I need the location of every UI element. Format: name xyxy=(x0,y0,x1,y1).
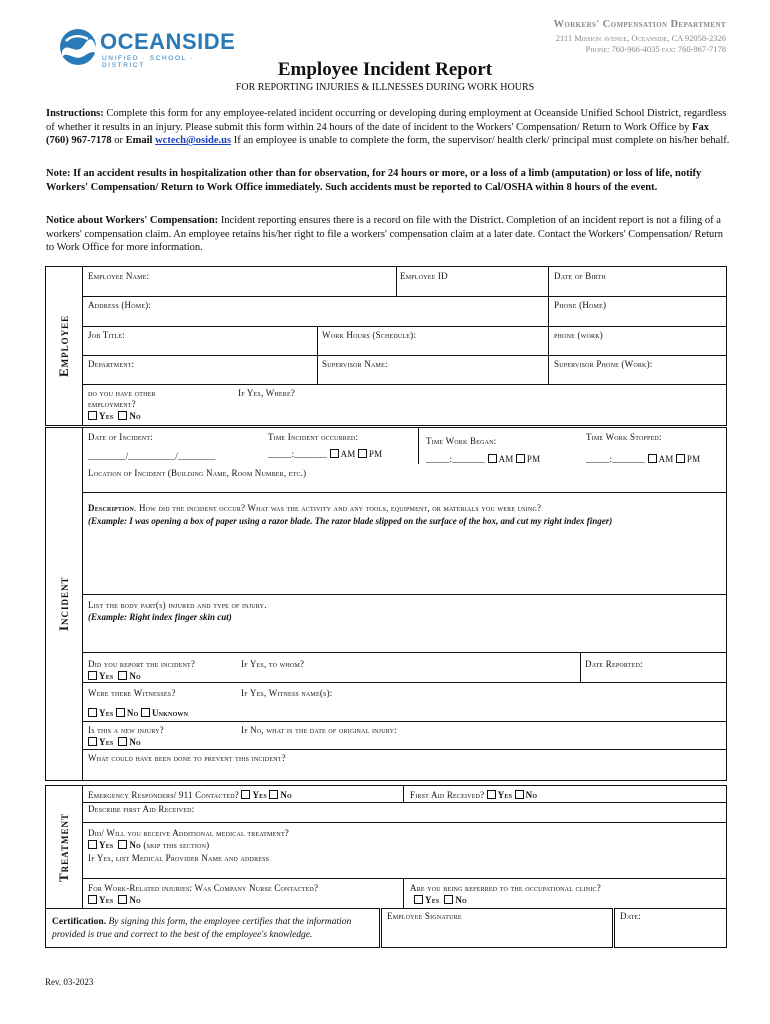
first-aid-no-checkbox[interactable] xyxy=(515,790,524,799)
description-prompt xyxy=(88,503,718,513)
reported-question: Did you report the incident? xyxy=(88,659,196,669)
time-occurred-blank[interactable]: _____:_______ xyxy=(268,449,328,459)
treatment-section-label: Treatment xyxy=(56,813,71,883)
employee-section-label: Employee xyxy=(46,267,82,425)
notice-text: Incident reporting ensures there is a record on file with the District. Completion of an incident report is not a filing of a workers' compensation claim. An employee retains his/her right to file a workers' compensation claim at a later date. Contact the Workers' Compensation/ Return to Work Office for more information. xyxy=(46,215,724,253)
reported-options xyxy=(88,671,141,681)
additional-yes-checkbox[interactable] xyxy=(88,840,97,849)
no-label: No xyxy=(280,790,292,800)
yes-label: Yes xyxy=(497,790,513,800)
unknown-label: Unknown xyxy=(151,708,189,718)
medical-provider-field[interactable]: If Yes, list Medical Provider Name and address xyxy=(88,853,270,863)
dept-name: Workers' Compensation Department xyxy=(553,19,726,30)
employee-name-field[interactable]: Employee Name: xyxy=(88,271,150,281)
home-address-field[interactable]: Address (Home): xyxy=(88,300,152,310)
reported-no-checkbox[interactable] xyxy=(118,671,127,680)
email-link[interactable]: wctech@oside.us xyxy=(155,135,232,146)
nurse-options xyxy=(88,895,141,905)
dept-address: 2111 Mission avenue, Oceanside, CA 92058-2326 xyxy=(555,33,726,43)
description-field[interactable] xyxy=(86,530,716,590)
clinic-question: Are you being referred to the occupational clinic? xyxy=(410,883,601,893)
nurse-yes-checkbox[interactable] xyxy=(88,895,97,904)
location-field[interactable]: Location of Incident (Building Name, Room Number, etc.) xyxy=(88,468,307,478)
yes-label: Yes xyxy=(99,671,114,681)
other-employment-yes-checkbox[interactable] xyxy=(88,411,97,420)
time-stopped-am-checkbox[interactable] xyxy=(648,454,657,463)
home-phone-field[interactable]: Phone (Home) xyxy=(554,300,607,310)
certification-statement: By signing this form, the employee certifies that the information provided is true and correct to the best of the employee's knowledge. xyxy=(52,917,352,940)
description-question: . How did the incident occur? What was the activity and any tools, equipment, or materials you were using? xyxy=(134,503,542,513)
responders-yes-checkbox[interactable] xyxy=(241,790,250,799)
page-subtitle: FOR REPORTING INJURIES & ILLNESSES DURING WORK HOURS xyxy=(235,82,535,93)
time-stopped-input[interactable] xyxy=(586,454,700,464)
supervisor-name-field[interactable]: Supervisor Name: xyxy=(322,359,388,369)
yes-label: Yes xyxy=(252,790,267,800)
clinic-no-checkbox[interactable] xyxy=(444,895,453,904)
instructions-label: Instructions: xyxy=(46,108,104,119)
no-label: No xyxy=(455,895,467,905)
incident-section-label: Incident xyxy=(56,576,71,632)
body-parts-field[interactable]: List the body part(s) injured and type of injury. xyxy=(88,600,267,610)
original-injury-date-field[interactable]: If No, what is the date of original injury: xyxy=(241,725,397,735)
witnesses-question: Were there Witnesses? xyxy=(88,688,176,698)
additional-treatment-question: Did/ Will you receive Additional medical treatment? xyxy=(88,828,290,838)
signature-date-label: Date: xyxy=(620,911,641,921)
witness-names-field[interactable]: If Yes, Witness name(s): xyxy=(241,688,333,698)
page-title: Employee Incident Report xyxy=(277,59,493,80)
nurse-question: For Work-Related injuries: Was Company Nurse Contacted? xyxy=(88,883,319,893)
or-text: or xyxy=(111,135,126,146)
pm-label: PM xyxy=(526,454,541,464)
no-label: No xyxy=(129,671,141,681)
incident-date-label: Date of Incident: xyxy=(88,432,153,442)
date-reported-field[interactable]: Date Reported: xyxy=(585,659,643,669)
employee-id-field[interactable]: Employee ID xyxy=(400,271,448,281)
instructions-text-2: If an employee is unable to complete the form, the supervisor/ health clerk/ principal must complete on his/her behalf. xyxy=(231,135,730,146)
witnesses-no-checkbox[interactable] xyxy=(116,708,125,717)
header-contact xyxy=(553,19,726,54)
instructions xyxy=(46,107,730,148)
no-label: No xyxy=(126,708,139,718)
new-injury-question: Is this a new injury? xyxy=(88,725,164,735)
email-label: Email xyxy=(125,135,156,146)
work-phone-field[interactable]: phone (work) xyxy=(554,330,603,340)
department-field[interactable]: Department: xyxy=(88,359,135,369)
new-injury-no-checkbox[interactable] xyxy=(118,737,127,746)
clinic-yes-checkbox[interactable] xyxy=(414,895,423,904)
body-parts-example: (Example: Right index finger skin cut) xyxy=(88,612,232,622)
am-label: AM xyxy=(498,454,514,464)
no-label: No xyxy=(129,411,141,421)
signature-box[interactable] xyxy=(381,908,613,948)
no-label: No xyxy=(129,895,141,905)
responders-question: Emergency Responders/ 911 Contacted? xyxy=(88,790,239,800)
pm-label: PM xyxy=(686,454,701,464)
pm-label: PM xyxy=(368,449,383,459)
description-label: Description xyxy=(88,503,135,513)
additional-no-checkbox[interactable] xyxy=(118,840,127,849)
other-employment-options xyxy=(88,411,141,421)
no-label: No xyxy=(525,790,538,800)
skip-section-note: (skip this section) xyxy=(143,840,210,850)
yes-label: Yes xyxy=(99,411,114,421)
incident-section xyxy=(45,427,727,781)
hospitalization-note: Note: If an accident results in hospitalization other than for observation, for 24 hours or more, or a loss of a limb (amputation) or loss of life, notify Workers' Compensation/ Return to Work Office immediately. Such accidents must be reported to Cal/OSHA within 8 hours of the event. xyxy=(46,168,702,193)
signature-date-box[interactable] xyxy=(614,908,727,948)
am-label: AM xyxy=(340,449,356,459)
time-began-input[interactable] xyxy=(426,454,540,464)
job-title-field[interactable]: Job Title: xyxy=(88,330,125,340)
time-stopped-pm-checkbox[interactable] xyxy=(676,454,685,463)
first-aid-yes-checkbox[interactable] xyxy=(487,790,496,799)
no-label: No xyxy=(129,737,141,747)
certification-box xyxy=(45,908,380,948)
time-occurred-label: Time Incident occurred: xyxy=(268,432,359,442)
responders-no-checkbox[interactable] xyxy=(269,790,278,799)
witnesses-unknown-checkbox[interactable] xyxy=(141,708,150,717)
wc-notice xyxy=(46,214,730,255)
time-began-pm-checkbox[interactable] xyxy=(516,454,525,463)
other-employment-no-checkbox[interactable] xyxy=(118,411,127,420)
new-injury-yes-checkbox[interactable] xyxy=(88,737,97,746)
yes-label: Yes xyxy=(99,895,114,905)
first-aid-row xyxy=(410,790,537,800)
certification-label: Certification. xyxy=(52,917,107,927)
no-label: No xyxy=(129,840,141,850)
additional-treatment-options xyxy=(88,840,209,850)
nurse-no-checkbox[interactable] xyxy=(118,895,127,904)
org-name: OCEANSIDE xyxy=(100,29,236,54)
time-occurred-am-checkbox[interactable] xyxy=(330,449,339,458)
responders-row xyxy=(88,790,292,800)
new-injury-options xyxy=(88,737,141,747)
certification-text xyxy=(52,916,374,941)
incident-date-blank[interactable]: ________/__________/________ xyxy=(88,451,216,461)
time-stopped-blank[interactable]: _____:_______ xyxy=(586,454,646,464)
describe-first-aid-field[interactable]: Describe first Aid Received: xyxy=(88,804,195,814)
time-began-am-checkbox[interactable] xyxy=(488,454,497,463)
yes-label: Yes xyxy=(425,895,440,905)
revision-footer: Rev. 03-2023 xyxy=(45,977,94,987)
notice-label: Notice about Workers' Compensation: xyxy=(46,215,219,226)
reported-yes-checkbox[interactable] xyxy=(88,671,97,680)
witnesses-yes-checkbox[interactable] xyxy=(88,708,97,717)
other-employment-question: do you have other employment? xyxy=(88,388,156,409)
yes-label: Yes xyxy=(99,737,114,747)
time-began-blank[interactable]: _____:_______ xyxy=(426,454,486,464)
witnesses-options xyxy=(88,708,188,718)
employee-section xyxy=(45,266,727,426)
first-aid-question: First Aid Received? xyxy=(410,790,485,800)
time-stopped-label: Time Work Stopped: xyxy=(586,432,662,442)
fax-number: Fax (760) 967-7178 xyxy=(46,121,709,146)
other-employment-where[interactable]: If Yes, Where? xyxy=(238,388,296,398)
yes-label: Yes xyxy=(99,708,114,718)
yes-label: Yes xyxy=(99,840,114,850)
description-example: (Example: I was opening a box of paper using a razor blade. The razor blade slipped on the surface of the box, and cut my right index finger) xyxy=(88,516,613,526)
prevention-field[interactable]: What could have been done to prevent this incident? xyxy=(88,753,286,763)
reported-to-whom-field[interactable]: If Yes, to whom? xyxy=(241,659,305,669)
time-began-label: Time Work Began: xyxy=(426,436,497,446)
signature-label: Employee Signature xyxy=(387,911,462,921)
org-subtitle: UNIFIED · SCHOOL · DISTRICT xyxy=(102,55,194,69)
time-occurred-pm-checkbox[interactable] xyxy=(358,449,367,458)
am-label: AM xyxy=(658,454,674,464)
instructions-text: Complete this form for any employee-related incident occurring or developing during employment at Oceanside Unified School District, regardless of whether it results in an injury. Please submit this form within 24 hours of the date of incident to the Workers' Compensation/ Return to Work Office by xyxy=(46,108,727,133)
supervisor-phone-field[interactable]: Supervisor Phone (Work): xyxy=(554,359,653,369)
clinic-options xyxy=(414,895,467,905)
dept-phone: Phone: 760-966-4035 fax: 760-967-7178 xyxy=(585,44,726,54)
work-hours-field[interactable]: Work Hours (Schedule): xyxy=(322,330,417,340)
treatment-section xyxy=(45,785,727,909)
time-occurred-input[interactable] xyxy=(268,449,382,459)
dob-field[interactable]: Date of Birth xyxy=(554,271,606,281)
